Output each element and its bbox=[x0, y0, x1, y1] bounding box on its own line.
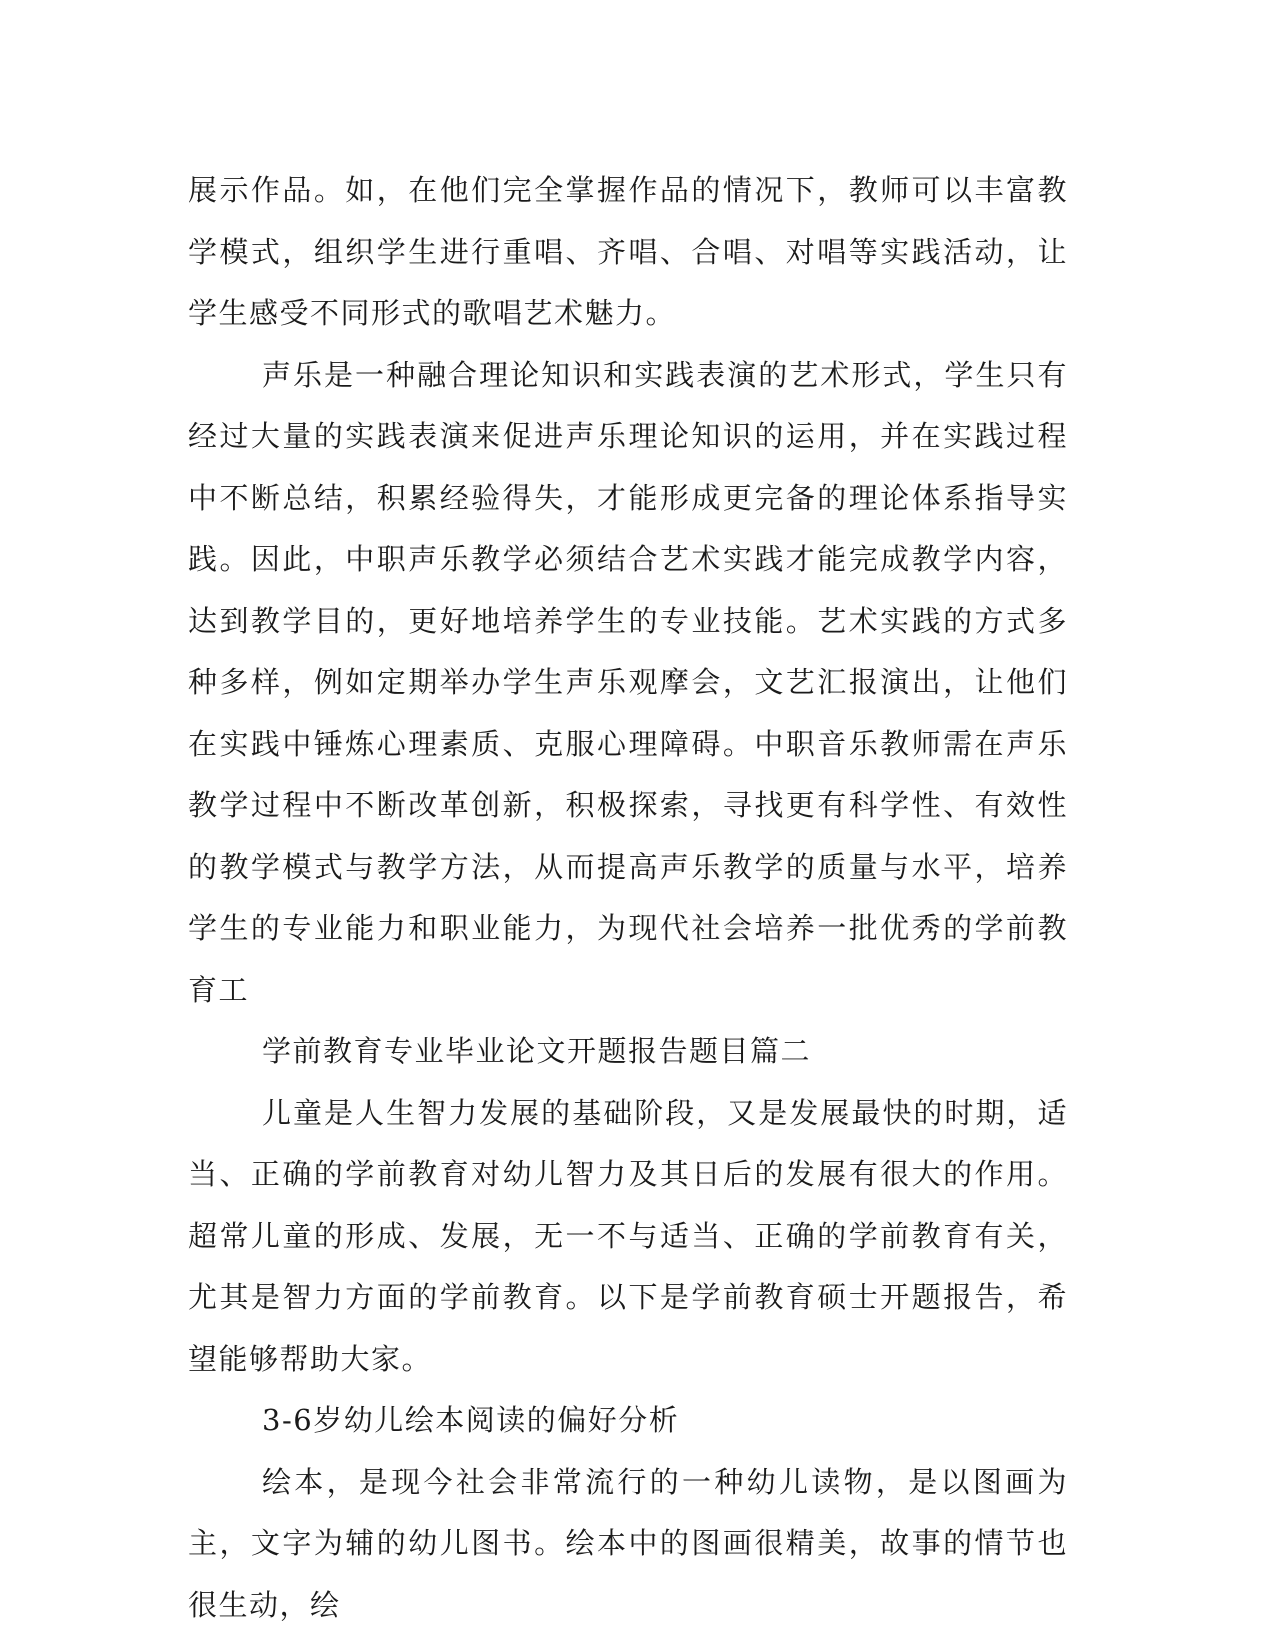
paragraph-picture-books: 绘本，是现今社会非常流行的一种幼儿读物，是以图画为主，文字为辅的幼儿图书。绘本中的图画很精美，故事的情节也很生动，绘 bbox=[188, 1464, 1068, 1622]
section-heading-part-two: 学前教育专业毕业论文开题报告题目篇二 bbox=[262, 1034, 812, 1068]
paragraph-vocal-music-practice: 声乐是一种融合理论知识和实践表演的艺术形式，学生只有经过大量的实践表演来促进声乐理论知识的运用，并在实践过程中不断总结，积累经验得失，才能形成更完备的理论体系指导实践。因此，中职声乐教学必须结合艺术实践才能完成教学内容，达到教学目的，更好地培养学生的专业技能。艺术实践的方式多种多样，例如定期举办学生声乐观摩会，文艺汇报演出，让他们在实践中锤炼心理素质、克服心理障碍。中职音乐教师需在声乐教学过程中不断改革创新，积极探索，寻找更有科学性、有效性的教学模式与教学方法，从而提高声乐教学的质量与水平，培养学生的专业能力和职业能力，为现代社会培养一批优秀的学前教育工 bbox=[188, 357, 1068, 1007]
body-text bbox=[188, 160, 1068, 1636]
paragraph-continuation: 展示作品。如，在他们完全掌握作品的情况下，教师可以丰富教学模式，组织学生进行重唱、齐唱、合唱、对唱等实践活动，让学生感受不同形式的歌唱艺术魅力。 bbox=[188, 173, 1068, 330]
topic-title: 3-6岁幼儿绘本阅读的偏好分析 bbox=[262, 1403, 680, 1437]
paragraph-child-education: 儿童是人生智力发展的基础阶段，又是发展最快的时期，适当、正确的学前教育对幼儿智力及其日后的发展有很大的作用。超常儿童的形成、发展，无一不与适当、正确的学前教育有关，尤其是智力方面的学前教育。以下是学前教育硕士开题报告，希望能够帮助大家。 bbox=[188, 1095, 1068, 1376]
